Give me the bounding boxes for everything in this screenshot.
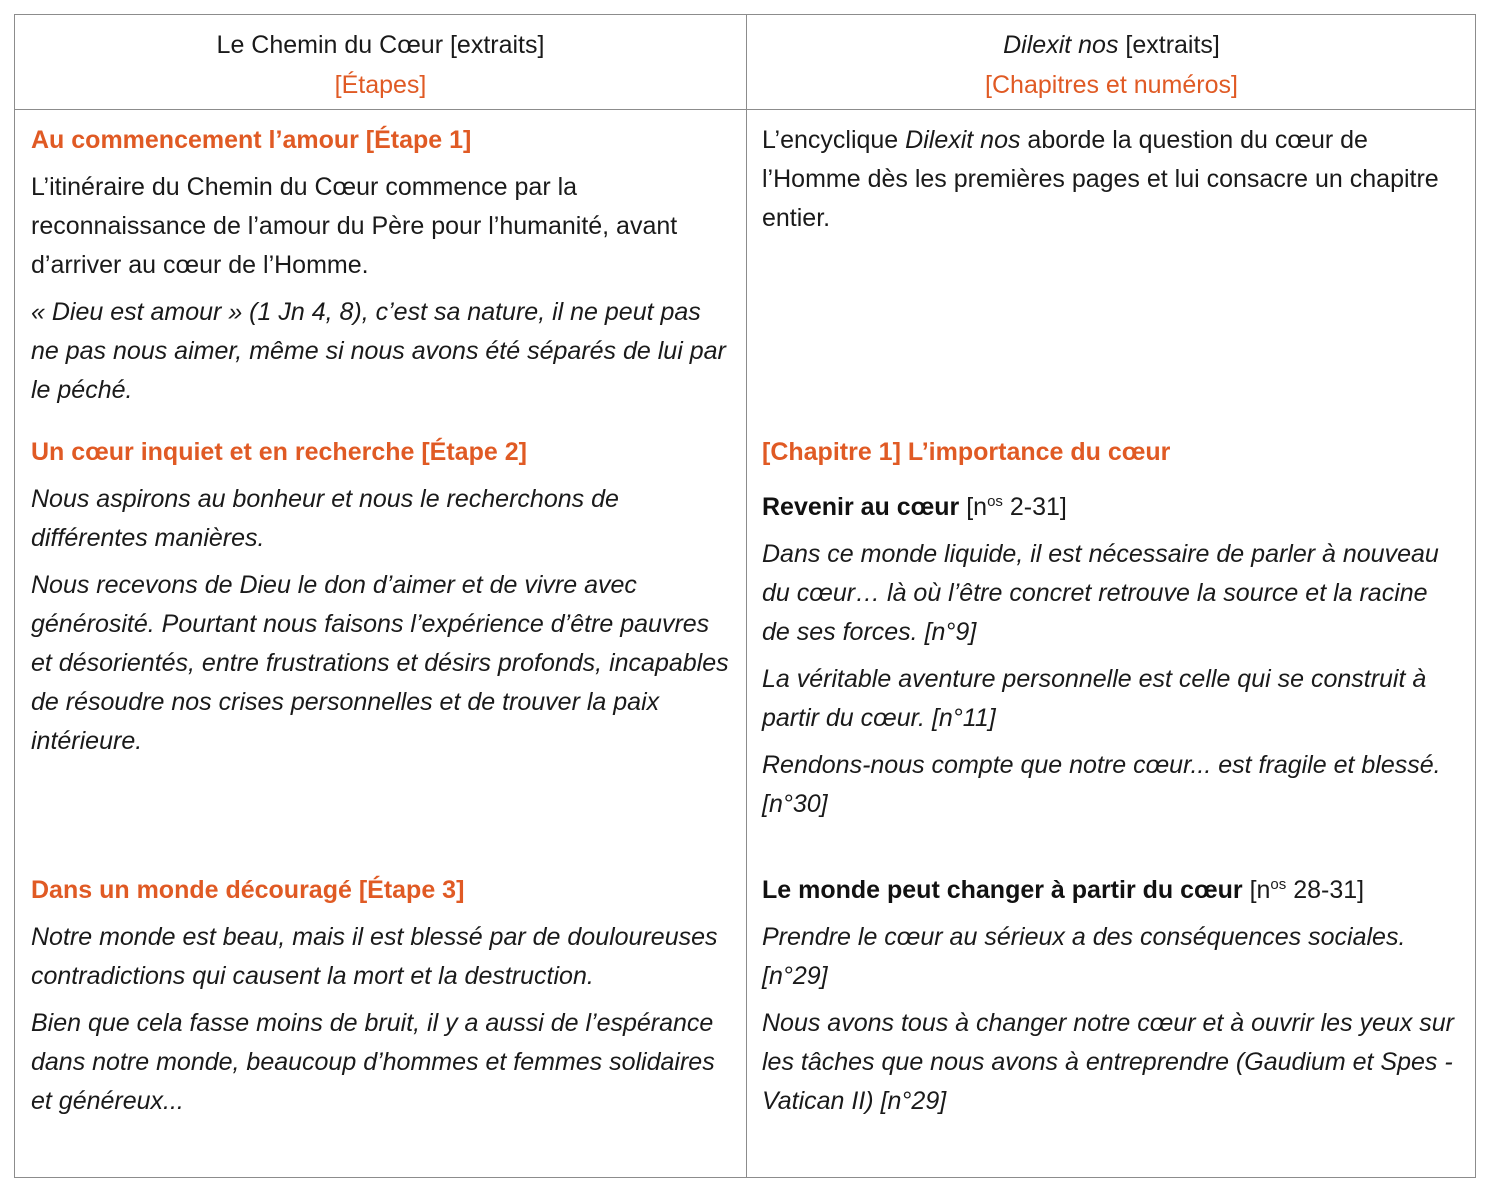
step3-heading: Dans un monde découragé [Étape 3] (31, 876, 465, 904)
encyclical-intro (762, 121, 1462, 238)
step2-paragraph-1: Nous aspirons au bonheur et nous le recherchons de différentes manières. (31, 485, 619, 552)
step2-paragraph-2: Nous recevons de Dieu le don d’aimer et de vivre avec générosité. Pourtant nous faisons l’expérience d’être pauvres et désorientés, entre frustrations et désirs profonds, incapables de résoudre nos crises personnelles et de trouver la paix intérieure. (31, 571, 729, 755)
chapter1-block (762, 433, 1462, 824)
header-right-title (746, 25, 1477, 65)
subsection1-ref: [n (959, 493, 988, 521)
step2-block (31, 433, 731, 761)
subsection2-ref-range: 28-31] (1286, 876, 1365, 904)
step1-heading: Au commencement l’amour [Étape 1] (31, 126, 472, 154)
subsection1-title (762, 488, 1462, 527)
subsection2-quote-1: Prendre le cœur au sérieux a des conséquences sociales. [n°29] (762, 923, 1406, 990)
header-right-title-italic: Dilexit nos (1003, 31, 1119, 59)
step2-heading: Un cœur inquiet et en recherche [Étape 2] (31, 438, 527, 466)
step1-quote: « Dieu est amour » (1 Jn 4, 8), c’est sa nature, il ne peut pas ne pas nous aimer, même si nous avons été séparés de lui par le péché. (31, 298, 726, 404)
header-right-subtitle: [Chapitres et numéros] (985, 71, 1238, 99)
header-left-subtitle: [Étapes] (334, 71, 427, 99)
intro-text-1: L’encyclique (762, 126, 906, 154)
step3-paragraph-2: Bien que cela fasse moins de bruit, il y a aussi de l’espérance dans notre monde, beaucoup d’hommes et femmes solidaires et généreux... (31, 1009, 715, 1115)
step1-block (31, 121, 731, 410)
subsection1-ref-range: 2-31] (1002, 493, 1067, 521)
step3-paragraph-1: Notre monde est beau, mais il est blessé par de douloureuses contradictions qui causent la mort et la destruction. (31, 923, 718, 990)
subsection2-quote-2: Nous avons tous à changer notre cœur et à ouvrir les yeux sur les tâches que nous avons à entreprendre (Gaudium et Spes - Vatican II) [n°29] (762, 1009, 1454, 1115)
step3-block (31, 871, 731, 1121)
header-left-title: Le Chemin du Cœur [extraits] (216, 31, 545, 59)
step1-paragraph: L’itinéraire du Chemin du Cœur commence par la reconnaissance de l’amour du Père pour l’humanité, avant d’arriver au cœur de l’Homme. (31, 173, 678, 279)
subsection1-quote-3: Rendons-nous compte que notre cœur... est fragile et blessé. [n°30] (762, 751, 1441, 818)
header-right (746, 25, 1477, 105)
intro-paragraph (762, 121, 1462, 238)
header-left (15, 25, 746, 105)
subsection1-title-bold: Revenir au cœur (762, 493, 960, 521)
subsection1-ref-sup: os (987, 493, 1003, 510)
subsection2-title-bold: Le monde peut changer à partir du cœur (762, 876, 1243, 904)
subsection2-block (762, 871, 1462, 1121)
chapter1-heading: [Chapitre 1] L’importance du cœur (762, 438, 1171, 466)
intro-italic-title: Dilexit nos (905, 126, 1021, 154)
subsection1-quote-2: La véritable aventure personnelle est celle qui se construit à partir du cœur. [n°11] (762, 665, 1427, 732)
header-divider (15, 109, 1475, 110)
subsection2-title (762, 871, 1462, 910)
comparison-table (14, 14, 1476, 1178)
header-right-title-rest: [extraits] (1118, 31, 1220, 59)
subsection2-ref-sup: os (1270, 876, 1287, 893)
column-divider (746, 15, 747, 1177)
subsection2-ref: [n (1242, 876, 1271, 904)
subsection1-quote-1: Dans ce monde liquide, il est nécessaire de parler à nouveau du cœur… là où l’être concret retrouve la source et la racine de ses forces. [n°9] (762, 540, 1439, 646)
intro-text-2: aborde la question du cœur de l’Homme dès les premières pages et lui consacre un chapitre entier. (762, 126, 1439, 232)
